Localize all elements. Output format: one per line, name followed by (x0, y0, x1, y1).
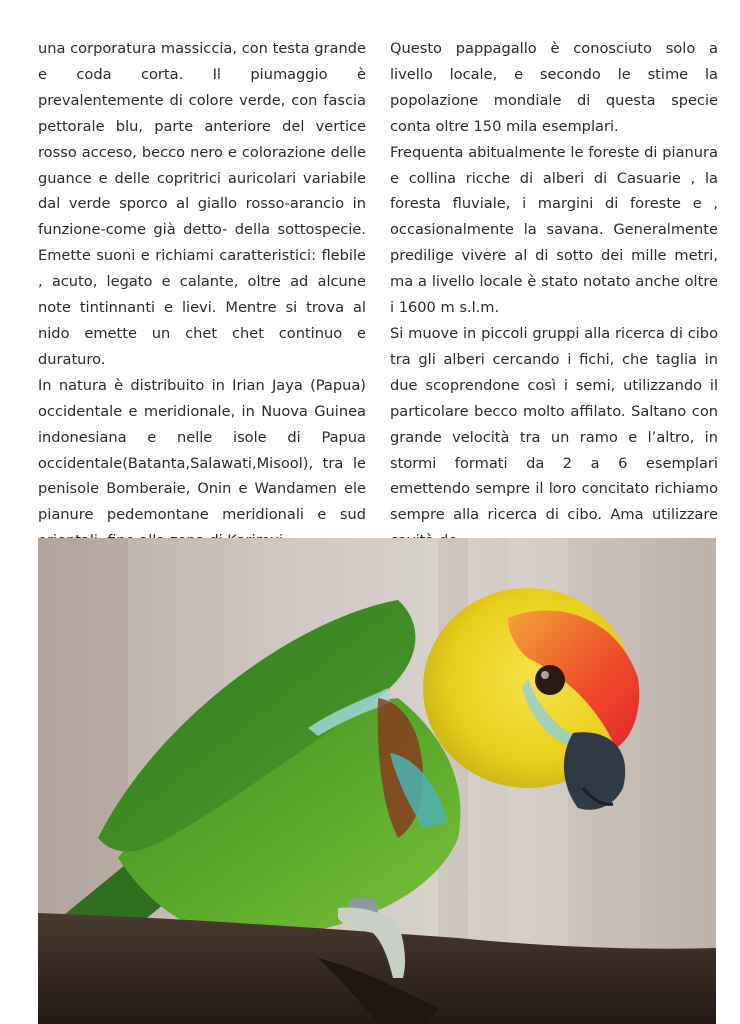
right-column (390, 36, 718, 526)
paragraph-population: Questo pappagallo è conosciuto solo a livello locale, e secondo le stime la popolazione mondiale di questa specie conta oltre 150 mila esemplari. (390, 40, 718, 135)
paragraph-habitat: Frequenta abitualmente le foreste di pianura e collina ricche di alberi di Casuarie , la foresta fluviale, i margini di foreste e , occasionalmente la savana. Generalmente predilige vivere al di sotto dei mille metri, ma a livello locale è stato notato anche oltre i 1600 m s.l.m. (390, 143, 718, 317)
left-column (38, 36, 366, 526)
parrot-photo (38, 538, 716, 1024)
parrot-illustration (38, 538, 716, 1024)
parrot-eye (535, 665, 565, 695)
paragraph-distribution: In natura è distribuito in Irian Jaya (Papua) occidentale e meridionale, in Nuova Guinea indonesiana e nelle isole di Papua occidentale(Batanta,Salawati,Misool), tra le penisole Bomberaie, Onin e Wandamen ele pianure pedemontane meridionali e sud (38, 376, 366, 524)
eye-highlight (541, 671, 549, 679)
paragraph-description: una corporatura massiccia, con testa grande e coda corta. Il piumaggio è prevalentemente di colore verde, con fascia pettorale blu, parte anteriore del vertice rosso acceso, becco nero e colorazione delle guance e delle copritrici auricolari variabile dal verde sporco al giallo rosso-arancio in funzione-come già detto- della sottospecie. Emette suoni e richiami caratteristici: flebile , acuto, legato e calante, oltre ad alcune note tintinnanti e lievi. Mentre si trova al nido emette un chet chet continuo e duraturo. (38, 40, 366, 368)
paragraph-behaviour: Si muove in piccoli gruppi alla ricerca di cibo tra gli alberi cercando i fichi, che taglia in due scoprendone così i semi, utilizzando il particolare becco molto affilato. Saltano con grande velocità tra un ramo e l’altro, in stormi formati da 2 a 6 esemplari emettendo sempre il loro concitato richiamo sempre alla ricerca di cibo. Ama utilizzare (390, 324, 718, 524)
text-columns (38, 36, 718, 526)
